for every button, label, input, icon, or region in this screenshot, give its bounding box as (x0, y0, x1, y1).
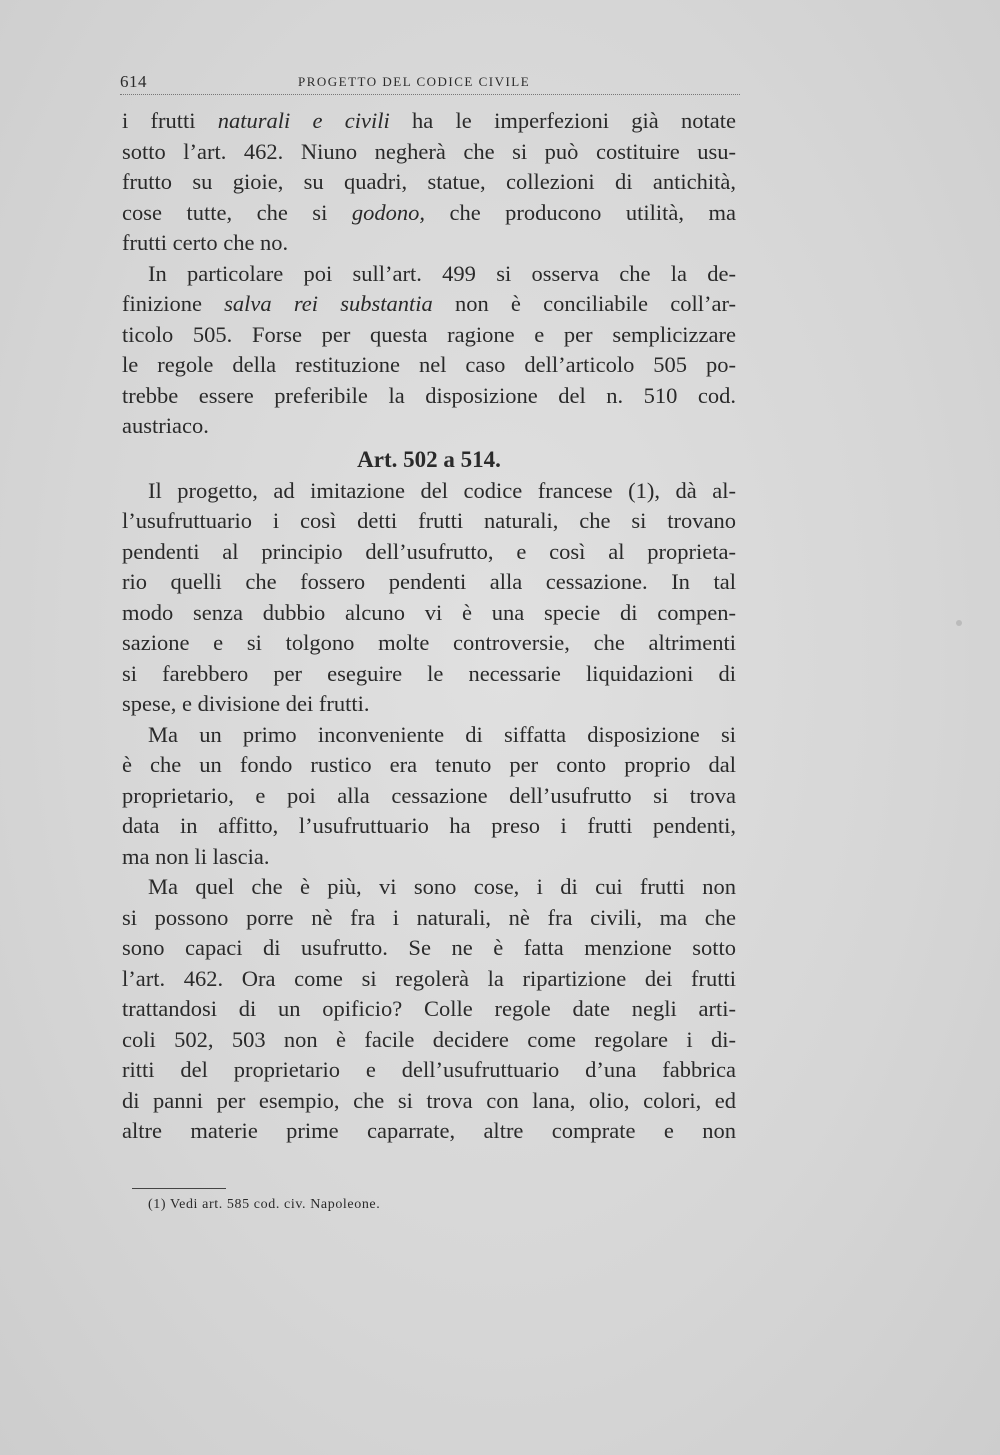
text-line: ritti del proprietario e dell’usufruttuario d’una fabbrica (122, 1057, 736, 1082)
text-line: le regole della restituzione nel caso dell’articolo 505 po- (122, 352, 736, 377)
footnote: (1) Vedi art. 585 cod. civ. Napoleone. (148, 1197, 381, 1212)
text-line: si farebbero per eseguire le necessarie liquidazioni di (122, 660, 736, 686)
text-line: è che un fondo rustico era tenuto per conto proprio dal (122, 752, 736, 777)
text-line: di panni per esempio, che si trova con lana, olio, colori, ed (122, 1087, 736, 1113)
paragraph-start: Ma un primo inconveniente di siffatta disposizione si (148, 721, 736, 747)
text-line: si possono porre nè fra i naturali, nè fra civili, ma che (122, 904, 736, 930)
text-line: altre materie prime caparrate, altre comprate e non (122, 1118, 736, 1143)
text-line: rio quelli che fossero pendenti alla cessazione. In tal (122, 569, 736, 594)
text-line: ticolo 505. Forse per questa ragione e per semplicizzare (122, 321, 736, 347)
section-heading: Art. 502 a 514. (357, 446, 501, 472)
page-number: 614 (120, 72, 147, 91)
text-line: frutto su gioie, su quadri, statue, collezioni di antichità, (122, 169, 736, 194)
text-line: sono capaci di usufrutto. Se ne è fatta menzione sotto (122, 935, 736, 960)
paragraph-start: Ma quel che è più, vi sono cose, i di cui frutti non (148, 874, 736, 899)
text-line: cose tutte, che si godono, che producono utilità, ma (122, 199, 737, 225)
footnote-rule (132, 1188, 226, 1189)
text-line: ma non li lascia. (122, 843, 270, 869)
text-line: modo senza dubbio alcuno vi è una specie di compen- (122, 599, 736, 625)
text-line: i frutti naturali e civili ha le imperfezioni già notate (122, 108, 737, 133)
text-line: l’usufruttuario i così detti frutti naturali, che si trovano (122, 508, 736, 533)
text-line: austriaco. (122, 413, 209, 438)
text-line: sotto l’art. 462. Niuno negherà che si può costituire usu- (122, 138, 736, 164)
text-line: l’art. 462. Ora come si regolerà la ripartizione dei frutti (122, 965, 736, 991)
text-line: spese, e divisione dei frutti. (122, 691, 370, 716)
text-line: trebbe essere preferibile la disposizione del n. 510 cod. (122, 382, 736, 408)
text-line: pendenti al principio dell’usufrutto, e così al proprieta- (122, 538, 736, 564)
paragraph-start: In particolare poi sull’art. 499 si osserva che la de- (148, 260, 736, 286)
running-title: PROGETTO DEL CODICE CIVILE (298, 74, 531, 89)
text-line: finizione salva rei substantia non è conciliabile coll’ar- (122, 291, 736, 316)
paragraph-start: Il progetto, ad imitazione del codice francese (1), dà al- (148, 477, 736, 503)
text-line: frutti certo che no. (122, 230, 289, 255)
body-text (122, 106, 736, 1147)
paper-speck (956, 620, 962, 626)
text-line: trattandosi di un opificio? Colle regole date negli arti- (122, 996, 736, 1021)
text-line: coli 502, 503 non è facile decidere come regolare i di- (122, 1026, 736, 1052)
text-line: proprietario, e poi alla cessazione dell’usufrutto si trova (122, 782, 736, 808)
text-line: sazione e si tolgono molte controversie, che altrimenti (122, 630, 736, 655)
text-line: data in affitto, l’usufruttuario ha preso i frutti pendenti, (122, 813, 736, 838)
running-header (120, 68, 740, 95)
